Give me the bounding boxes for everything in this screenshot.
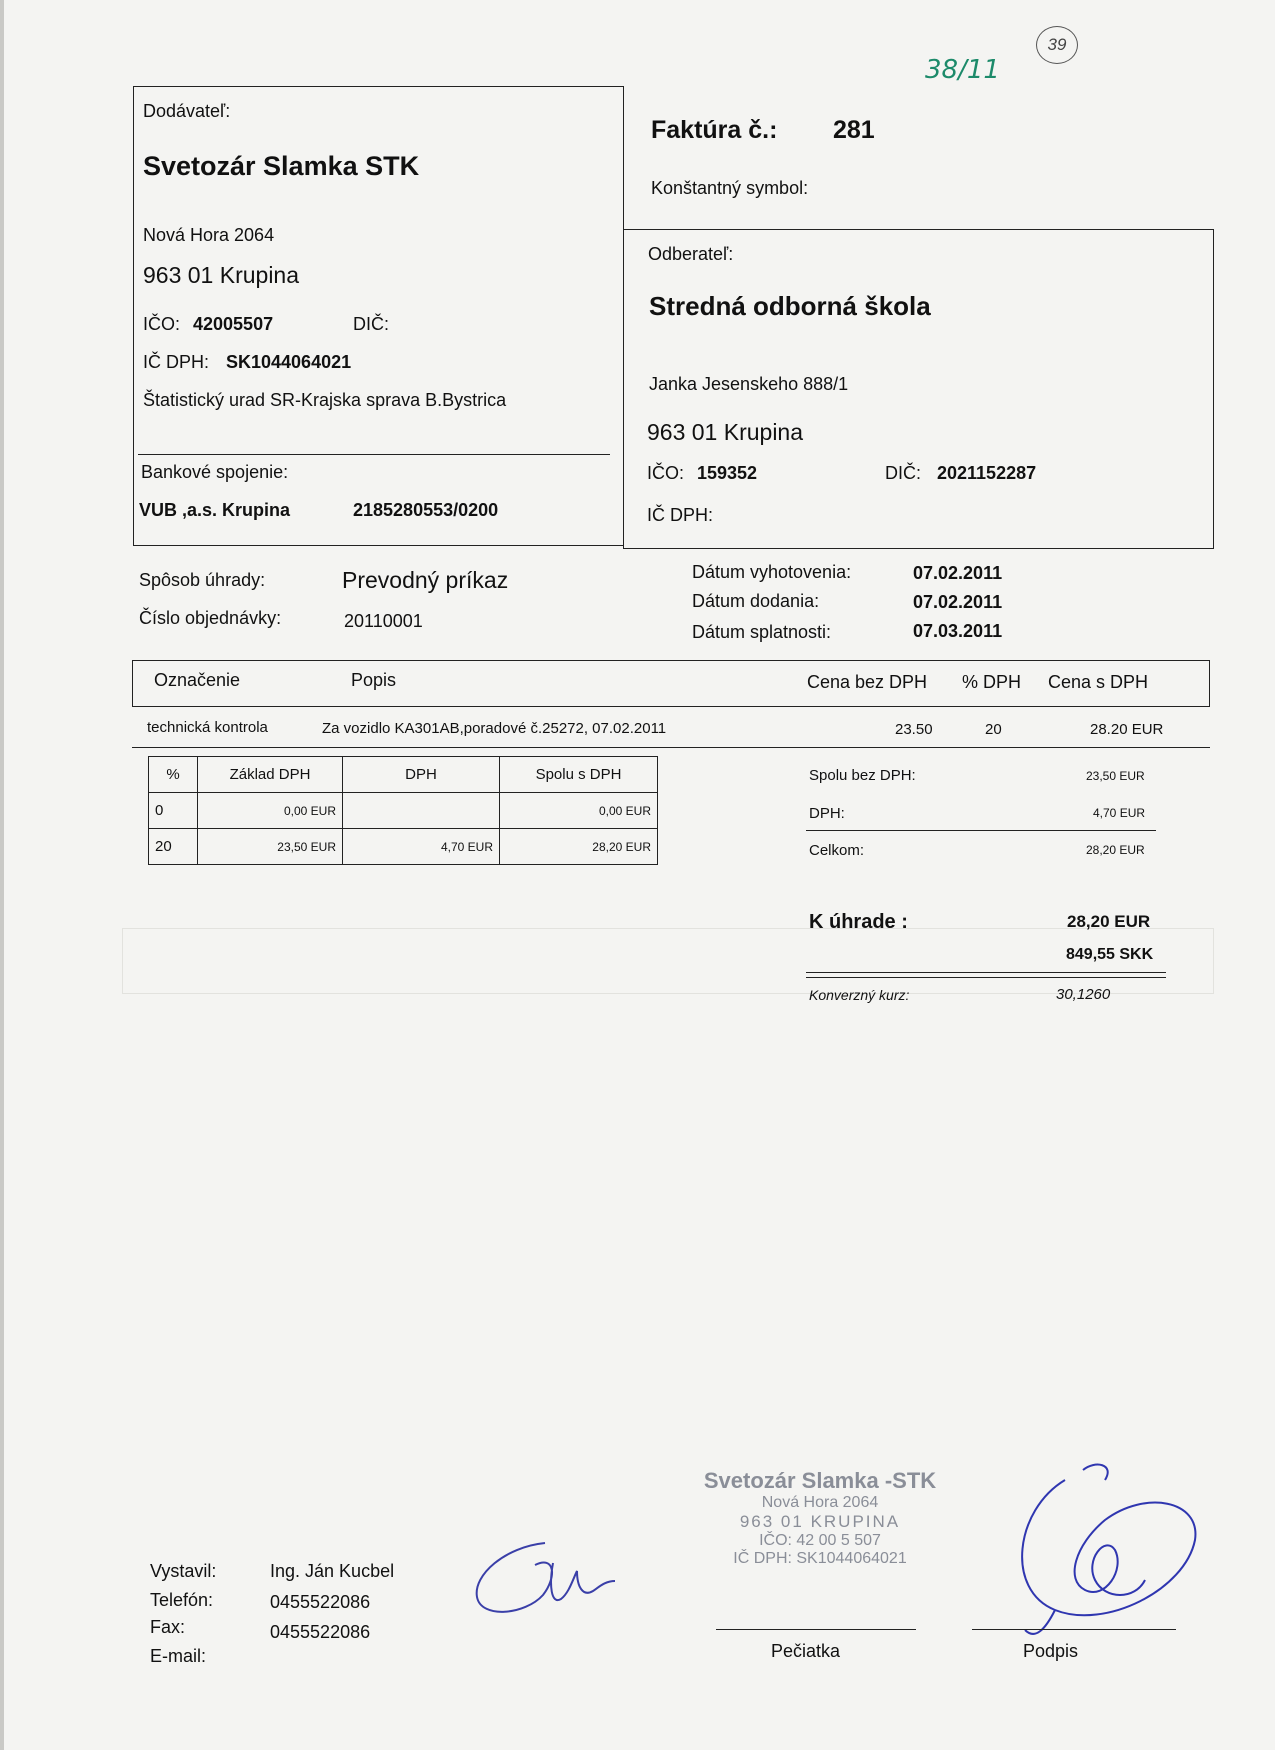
supplier-city: 963 01 Krupina (143, 262, 300, 288)
supplier-street: Nová Hora 2064 (143, 225, 275, 245)
supplier-icdph: SK1044064021 (226, 352, 352, 372)
bank-label: Bankové spojenie: (141, 462, 289, 482)
phone-label: Telefón: (150, 1590, 214, 1610)
vat-total: 28,20 EUR (500, 829, 658, 865)
total-amount: 28,20 EUR (1086, 843, 1145, 857)
vat-col-total: Spolu s DPH (500, 757, 658, 793)
stamp-ico: IČO: 42 00 5 507 (759, 1532, 881, 1549)
amount-due-eur: 28,20 EUR (1067, 912, 1151, 931)
items-bottom-rule (132, 747, 1210, 748)
conversion-rate-label: Konverzný kurz: (809, 987, 910, 1003)
supplier-ico-label: IČO: (143, 314, 181, 334)
phone: 0455522086 (270, 1592, 371, 1612)
bank-name: VUB ,a.s. Krupina (139, 500, 291, 520)
show-through-table (122, 928, 1214, 994)
total-label: Celkom: (809, 842, 865, 859)
vat-amount (343, 793, 500, 829)
vat-base: 0,00 EUR (198, 793, 343, 829)
const-symbol-label: Konštantný symbol: (651, 178, 809, 198)
vat-col-vat: DPH (343, 757, 500, 793)
total-net: 23,50 EUR (1086, 769, 1145, 783)
item-code: technická kontrola (147, 719, 268, 736)
col-desc-header: Popis (351, 670, 397, 690)
col-vatpct-header: % DPH (962, 672, 1022, 692)
stamp-line (716, 1629, 916, 1630)
circled-number: 39 (1036, 26, 1078, 64)
col-net-header: Cena bez DPH (807, 672, 928, 692)
payment-method: Prevodný príkaz (342, 567, 509, 593)
customer-ico: 159352 (697, 463, 758, 483)
vat-table (148, 756, 658, 865)
customer-icdph-label: IČ DPH: (647, 505, 714, 525)
director-signature (995, 1450, 1205, 1650)
item-desc: Za vozidlo KA301AB,poradové č.25272, 07.02.2011 (322, 720, 667, 737)
vat-rate: 0 (149, 793, 198, 829)
due-rule-1 (806, 972, 1166, 973)
scan-edge (0, 0, 4, 1750)
issue-date: 07.02.2011 (913, 563, 1003, 583)
customer-dic: 2021152287 (937, 463, 1037, 483)
due-date-label: Dátum splatnosti: (692, 622, 832, 642)
bank-account: 2185280553/0200 (353, 500, 499, 520)
table-row (149, 829, 658, 865)
stamp-icdph: IČ DPH: SK1044064021 (733, 1550, 907, 1567)
stamp-label: Pečiatka (771, 1641, 841, 1661)
issue-date-label: Dátum vyhotovenia: (692, 562, 852, 582)
email-label: E-mail: (150, 1646, 207, 1666)
total-vat-label: DPH: (809, 805, 845, 822)
supplier-dic-label: DIČ: (353, 314, 389, 334)
totals-rule (806, 830, 1156, 831)
stamp-city: 963 01 KRUPINA (739, 1512, 901, 1531)
supplier-bank-divider (138, 454, 610, 455)
supplier-name: Svetozár Slamka STK (143, 151, 420, 181)
signature-label: Podpis (1023, 1641, 1079, 1661)
vat-col-pct: % (149, 757, 198, 793)
stamp-name: Svetozár Slamka -STK (703, 1468, 937, 1493)
amount-due-label: K úhrade : (809, 911, 908, 933)
fax-label: Fax: (150, 1617, 186, 1637)
issuer-signature (465, 1535, 645, 1635)
order-number: 20110001 (344, 611, 423, 631)
conversion-rate: 30,1260 (1056, 986, 1111, 1003)
total-net-label: Spolu bez DPH: (809, 767, 916, 784)
due-date: 07.03.2011 (913, 621, 1003, 641)
vat-base: 23,50 EUR (198, 829, 343, 865)
issued-by-label: Vystavil: (150, 1561, 217, 1581)
vat-amount: 4,70 EUR (343, 829, 500, 865)
invoice-title-label: Faktúra č.: (651, 116, 778, 144)
delivery-date-label: Dátum dodania: (692, 591, 820, 611)
customer-dic-label: DIČ: (885, 463, 921, 483)
supplier-ico: 42005507 (193, 314, 274, 334)
supplier-office: Štatistický urad SR-Krajska sprava B.Bystrica (143, 390, 507, 410)
total-vat: 4,70 EUR (1093, 806, 1146, 820)
vat-table-header (149, 757, 658, 793)
invoice-number: 281 (833, 116, 875, 144)
customer-name: Stredná odborná škola (649, 291, 931, 321)
due-rule-2 (806, 977, 1166, 978)
handwritten-number: 38/11 (925, 55, 1000, 85)
order-label: Číslo objednávky: (139, 608, 282, 628)
vat-total: 0,00 EUR (500, 793, 658, 829)
table-row (149, 793, 658, 829)
signature-line (972, 1629, 1176, 1630)
supplier-label: Dodávateľ: (143, 101, 231, 121)
company-stamp (660, 1468, 980, 1568)
supplier-icdph-label: IČ DPH: (143, 352, 210, 372)
item-net: 23.50 (895, 721, 933, 738)
customer-city: 963 01 Krupina (647, 419, 804, 445)
delivery-date: 07.02.2011 (913, 592, 1003, 612)
issued-by: Ing. Ján Kucbel (270, 1561, 395, 1581)
payment-label: Spôsob úhrady: (139, 570, 266, 590)
fax: 0455522086 (270, 1622, 371, 1642)
customer-ico-label: IČO: (647, 463, 685, 483)
customer-label: Odberateľ: (648, 244, 734, 264)
col-gross-header: Cena s DPH (1048, 672, 1149, 692)
col-code-header: Označenie (154, 670, 241, 690)
item-vat-pct: 20 (985, 721, 1002, 738)
vat-col-base: Základ DPH (198, 757, 343, 793)
customer-street: Janka Jesenskeho 888/1 (649, 374, 849, 394)
vat-rate: 20 (149, 829, 198, 865)
stamp-street: Nová Hora 2064 (761, 1494, 879, 1511)
item-gross: 28.20 EUR (1090, 721, 1164, 738)
amount-due-skk: 849,55 SKK (1066, 946, 1154, 963)
